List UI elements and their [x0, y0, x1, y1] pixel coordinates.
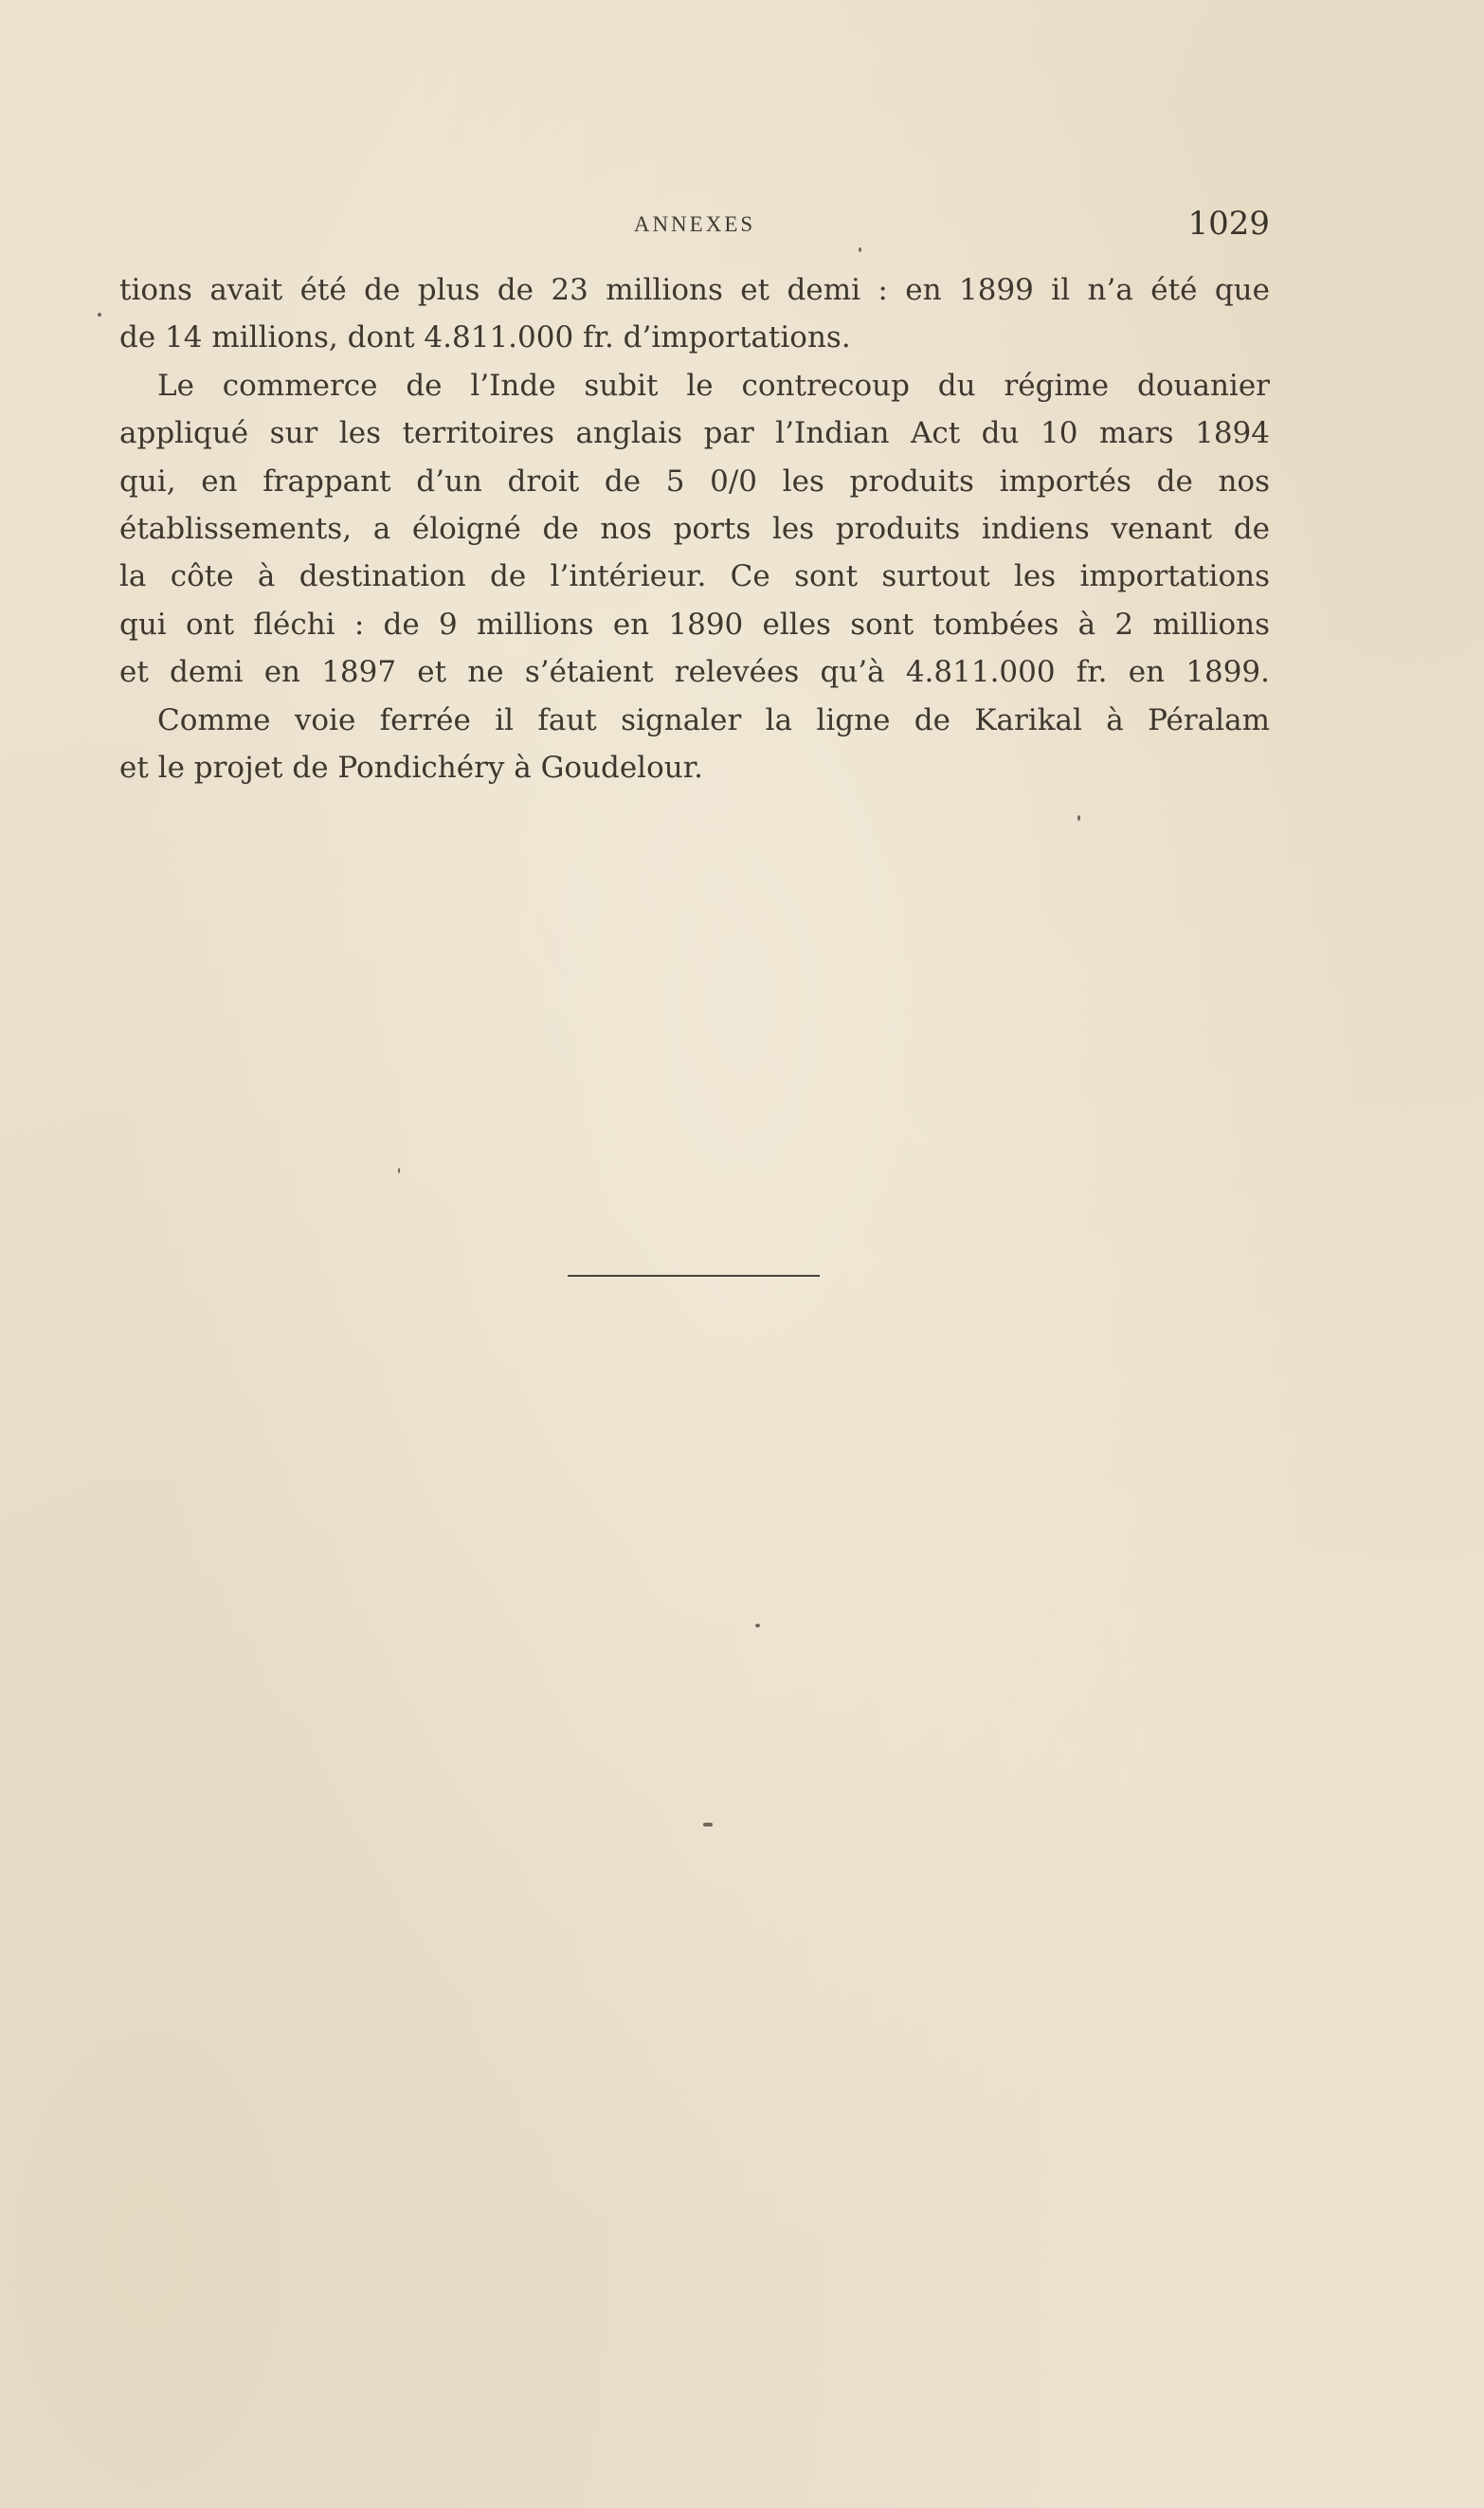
paper-speck: [703, 1823, 713, 1826]
text-line: établissements, a éloigné de nos ports les produits indiens venant de: [119, 512, 1270, 547]
text-line: de 14 millions, dont 4.811.000 fr. d’importations.: [119, 320, 851, 355]
paper-speck: [755, 1624, 760, 1627]
text-line: et demi en 1897 et ne s’étaient relevées qu’à 4.811.000 fr. en 1899.: [119, 655, 1270, 690]
text-line: Le commerce de l’Inde subit le contrecoup du régime douanier: [157, 368, 1270, 403]
text-line: tions avait été de plus de 23 millions et demi : en 1899 il n’a été que: [119, 273, 1270, 307]
paper-speck: [98, 313, 101, 317]
text-line: la côte à destination de l’intérieur. Ce sont surtout les importations: [119, 559, 1270, 594]
paper-speck: [1077, 815, 1080, 821]
text-line: qui, en frappant d’un droit de 5 0/0 les produits importés de nos: [119, 463, 1270, 499]
text-line: qui ont fléchi : de 9 millions en 1890 elles sont tombées à 2 millions: [119, 607, 1270, 642]
paragraph-railway: [119, 697, 1270, 792]
paragraph-commerce: [119, 362, 1270, 697]
body-text: [119, 266, 1270, 791]
paragraph-continuation: [119, 266, 1270, 362]
section-end-rule: [568, 1275, 820, 1277]
paper-speck: [398, 1168, 400, 1173]
page-number: 1029: [1187, 205, 1270, 243]
running-head: [119, 205, 1270, 248]
text-line: et le projet de Pondichéry à Goudelour.: [119, 751, 703, 786]
text-line: appliqué sur les territoires anglais par l’Indian Act du 10 mars 1894: [119, 416, 1270, 451]
text-line: Comme voie ferrée il faut signaler la ligne de Karikal à Péralam: [157, 702, 1270, 737]
running-head-title: ANNEXES: [633, 212, 756, 236]
paper-speck: [859, 247, 861, 252]
